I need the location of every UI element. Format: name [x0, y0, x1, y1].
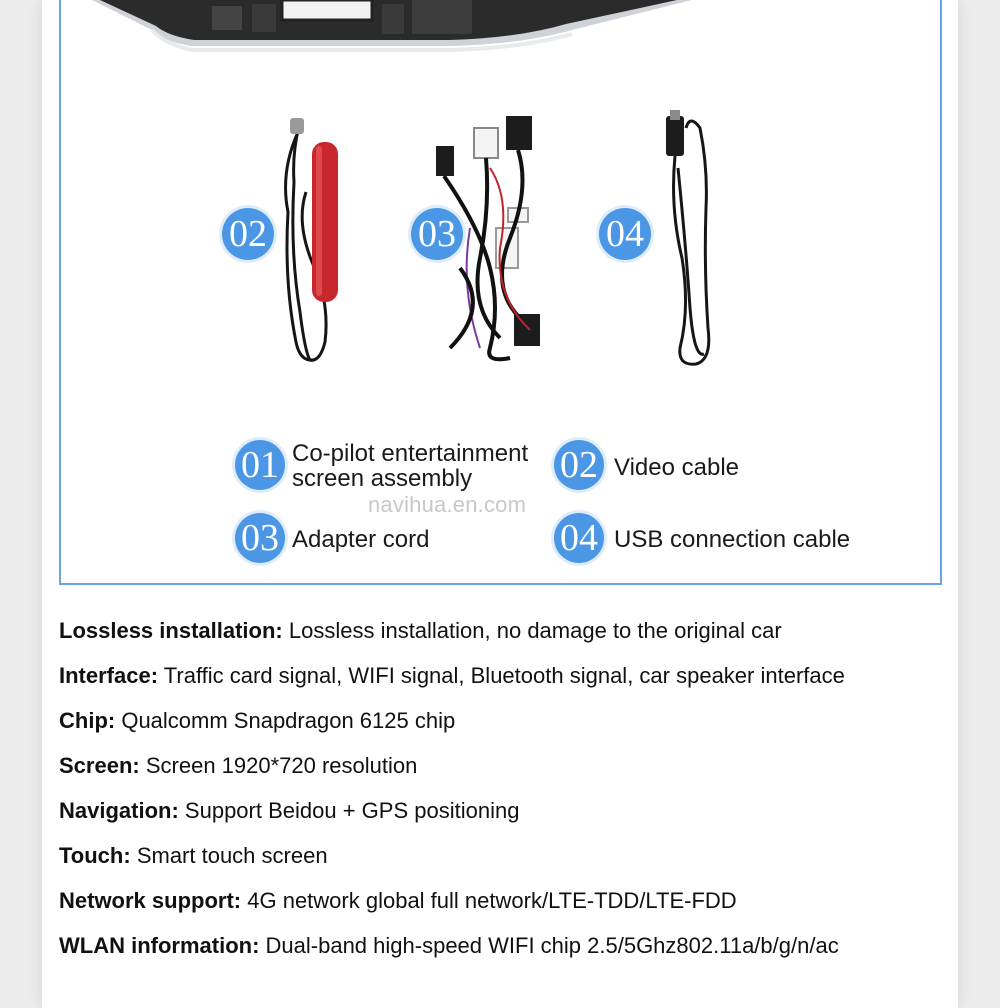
legend-badge-02: 02 [554, 440, 604, 490]
mounting-bracket-image [92, 0, 702, 62]
accessory-badge-04: 04 [599, 208, 651, 260]
spec-row [59, 843, 959, 888]
spec-value: 4G network global full network/LTE-TDD/LTE-FDD [247, 888, 737, 913]
spec-value: Traffic card signal, WIFI signal, Bluetooth signal, car speaker interface [163, 663, 845, 688]
legend-label-01-line2: screen assembly [292, 465, 473, 492]
spec-row [59, 888, 959, 933]
spec-key: Touch: [59, 843, 131, 868]
spec-key: Screen: [59, 753, 140, 778]
spec-value: Dual-band high-speed WIFI chip 2.5/5Ghz802.11a/b/g/n/ac [265, 933, 839, 958]
spec-value: Support Beidou + GPS positioning [184, 798, 520, 823]
spec-row [59, 753, 959, 798]
legend-label-01-line1: Co-pilot entertainment [292, 440, 529, 467]
accessory-badge-02: 02 [222, 208, 274, 260]
spec-row [59, 708, 959, 753]
spec-row [59, 663, 959, 708]
spec-value: Qualcomm Snapdragon 6125 chip [121, 708, 456, 733]
spec-key: WLAN information: [59, 933, 260, 958]
accessory-badge-03: 03 [411, 208, 463, 260]
usb-cable-icon [660, 108, 730, 374]
legend-label-01 [292, 441, 528, 491]
spec-key: Navigation: [59, 798, 179, 823]
legend-badge-04: 04 [554, 513, 604, 563]
spec-row [59, 618, 959, 663]
spec-list [59, 618, 959, 978]
legend-badge-03: 03 [235, 513, 285, 563]
legend-badge-01: 01 [235, 440, 285, 490]
spec-value: Smart touch screen [136, 843, 328, 868]
watermark: navihua.en.com [368, 492, 527, 517]
antenna-icon [270, 112, 360, 372]
spec-row [59, 933, 959, 978]
spec-key: Interface: [59, 663, 159, 688]
legend-label-03: Adapter cord [292, 526, 430, 553]
spec-row [59, 798, 959, 843]
legend-label-04: USB connection cable [614, 526, 851, 553]
spec-key: Chip: [59, 708, 116, 733]
legend-label-02: Video cable [614, 454, 739, 481]
spec-key: Network support: [59, 888, 242, 913]
spec-value: Lossless installation, no damage to the original car [288, 618, 782, 643]
spec-value: Screen 1920*720 resolution [145, 753, 418, 778]
spec-key: Lossless installation: [59, 618, 283, 643]
